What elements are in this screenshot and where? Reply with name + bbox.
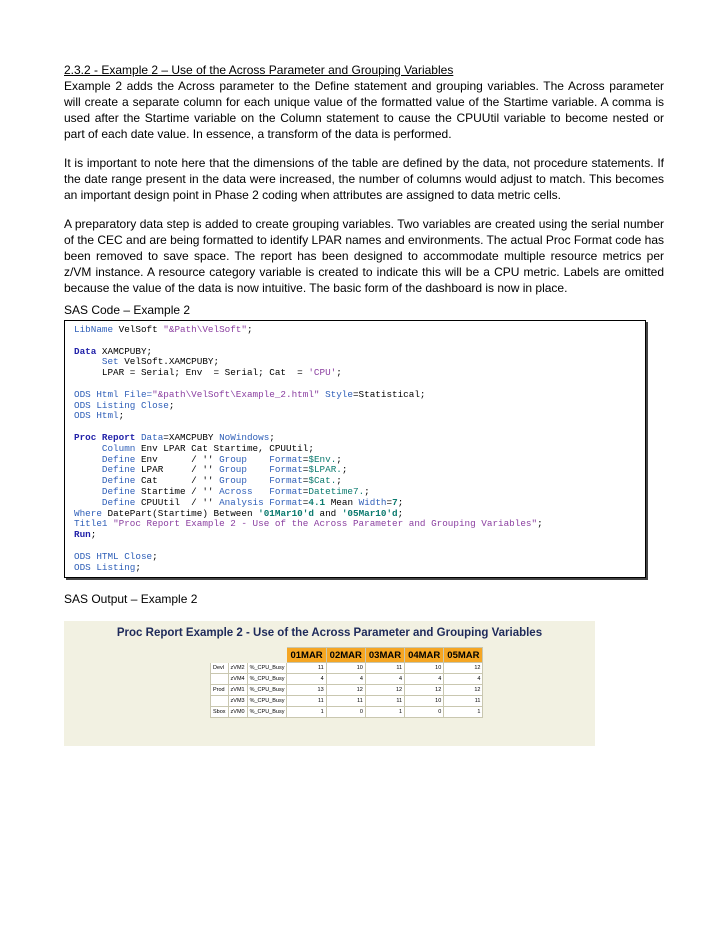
env-cell: Devl [211, 663, 229, 674]
category-cell: %_CPU_Busy [247, 674, 287, 685]
value-cell: 11 [287, 663, 326, 674]
env-cell [211, 674, 229, 685]
category-cell: %_CPU_Busy [247, 685, 287, 696]
report-header-row [211, 648, 483, 663]
code-line: Define CPUUtil / '' Analysis Format=4.1 Mean Width=7; [74, 496, 404, 508]
code-box [64, 320, 646, 578]
value-cell: 11 [287, 696, 326, 707]
value-cell: 1 [365, 707, 404, 718]
code-line: Set VelSoft.XAMCPUBY; [74, 356, 220, 368]
value-cell: 12 [444, 685, 483, 696]
code-line: Title1 "Proc Report Example 2 - Use of the Across Parameter and Grouping Variables"; [74, 518, 543, 530]
value-cell: 0 [326, 707, 365, 718]
table-row [211, 685, 483, 696]
column-header: 02MAR [326, 648, 365, 663]
value-cell: 10 [405, 663, 444, 674]
lpar-cell: zVM4 [228, 674, 247, 685]
category-cell: %_CPU_Busy [247, 696, 287, 707]
value-cell: 13 [287, 685, 326, 696]
value-cell: 11 [365, 696, 404, 707]
value-cell: 12 [365, 685, 404, 696]
code-line: ODS HTML Close; [74, 550, 158, 562]
lpar-cell: zVM3 [228, 696, 247, 707]
lpar-cell: zVM2 [228, 663, 247, 674]
code-line: Define LPAR / '' Group Format=$LPAR.; [74, 464, 348, 476]
category-cell: %_CPU_Busy [247, 707, 287, 718]
section-heading: 2.3.2 - Example 2 – Use of the Across Parameter and Grouping Variables [64, 63, 454, 77]
value-cell: 11 [444, 696, 483, 707]
code-line: Where DatePart(Startime) Between '01Mar10'd and '05Mar10'd; [74, 507, 404, 519]
value-cell: 11 [365, 663, 404, 674]
value-cell: 4 [326, 674, 365, 685]
code-line: Proc Report Data=XAMCPUBY NoWindows; [74, 431, 275, 443]
value-cell: 10 [326, 663, 365, 674]
code-line: LibName VelSoft "&Path\VelSoft"; [74, 324, 253, 335]
code-line: Define Startime / '' Across Format=Datetime7.; [74, 485, 370, 497]
report-table [210, 647, 483, 718]
column-header: 04MAR [405, 648, 444, 663]
table-row [211, 663, 483, 674]
column-header: 01MAR [287, 648, 326, 663]
value-cell: 4 [287, 674, 326, 685]
code-line: Data XAMCPUBY; [74, 345, 153, 357]
lpar-cell: zVM0 [228, 707, 247, 718]
code-line: ODS Html File="&path\VelSoft\Example_2.html" Style=Statistical; [74, 388, 426, 400]
table-row [211, 696, 483, 707]
paragraph-3: A preparatory data step is added to create grouping variables. Two variables are created using the serial number of the CEC and are being formatted to identify LPAR names and environments. The actual Proc Format code has been removed to save space. The report has been designed to accommodate multiple resource metrics per z/VM instance. A resource category variable is created to indicate this will be a CPU metric. Labels are omitted because the value of the data is now intuitive. The basic form of the dashboard is now in place. [64, 217, 664, 295]
category-cell: %_CPU_Busy [247, 663, 287, 674]
table-row [211, 707, 483, 718]
code-label: SAS Code – Example 2 [64, 303, 191, 317]
code-line: ODS Html; [74, 410, 125, 422]
code-line: Define Cat / '' Group Format=$Cat.; [74, 475, 342, 487]
env-cell [211, 696, 229, 707]
env-cell: Prod [211, 685, 229, 696]
lpar-cell: zVM1 [228, 685, 247, 696]
value-cell: 1 [444, 707, 483, 718]
column-header: 05MAR [444, 648, 483, 663]
value-cell: 11 [326, 696, 365, 707]
value-cell: 4 [444, 674, 483, 685]
sas-output-panel [64, 621, 595, 746]
value-cell: 4 [365, 674, 404, 685]
code-line: Run; [74, 529, 97, 541]
value-cell: 4 [405, 674, 444, 685]
env-cell: Sbox [211, 707, 229, 718]
code-line: LPAR = Serial; Env = Serial; Cat = 'CPU'; [74, 367, 342, 379]
code-line: ODS Listing Close; [74, 399, 175, 411]
code-line: ODS Listing; [74, 561, 141, 573]
column-header: 03MAR [365, 648, 404, 663]
report-title: Proc Report Example 2 - Use of the Across Parameter and Grouping Variables [116, 627, 543, 640]
document-page [64, 63, 664, 746]
value-cell: 1 [287, 707, 326, 718]
output-label: SAS Output – Example 2 [64, 592, 198, 607]
paragraph-1: Example 2 adds the Across parameter to the Define statement and grouping variables. The Across parameter will create a separate column for each unique value of the formatted value of the Startime variable. A comma is used after the Startime variable on the Column statement to cause the CPUUtil variable to become nested or part of each date value. In essence, a transform of the data is performed. [64, 79, 664, 141]
paragraph-2: It is important to note here that the dimensions of the table are defined by the data, not procedure statements. If the date range present in the data were increased, the number of columns would adjust to match. This becomes an important design point in Phase 2 coding when attributes are assigned to data metric cells. [64, 156, 664, 202]
value-cell: 12 [405, 685, 444, 696]
value-cell: 10 [405, 696, 444, 707]
code-listing [74, 325, 637, 573]
code-line: Define Env / '' Group Format=$Env.; [74, 453, 342, 465]
value-cell: 12 [326, 685, 365, 696]
value-cell: 0 [405, 707, 444, 718]
table-row [211, 674, 483, 685]
value-cell: 12 [444, 663, 483, 674]
code-line: Column Env LPAR Cat Startime, CPUUtil; [74, 442, 314, 454]
